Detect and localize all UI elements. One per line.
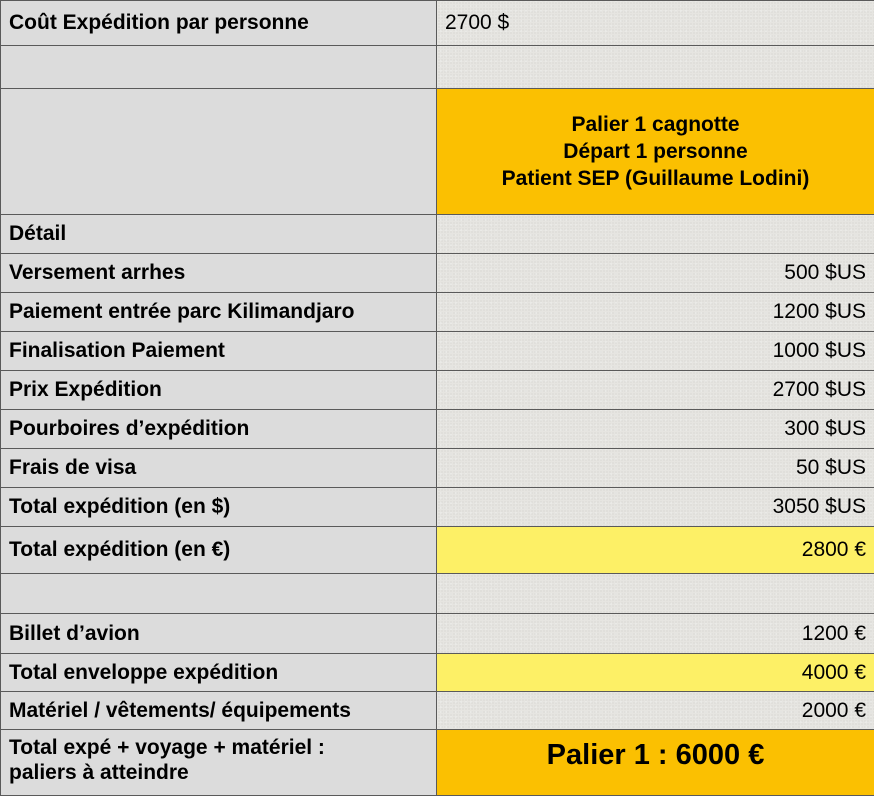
cell-label-total-eur[interactable]: Total expédition (en €)	[1, 527, 437, 574]
row-materiel	[1, 692, 874, 730]
row-cout-expedition	[1, 1, 874, 46]
cell-value-materiel[interactable]: 2000 €	[437, 692, 874, 730]
row-total-usd	[1, 488, 874, 527]
cell-label-arrhes[interactable]: Versement arrhes	[1, 254, 437, 293]
cell-label-final[interactable]	[1, 730, 437, 796]
palier-header-line-2: Départ 1 personne	[563, 140, 748, 163]
cell-label-total-usd[interactable]: Total expédition (en $)	[1, 488, 437, 527]
palier-header-line-1: Palier 1 cagnotte	[571, 113, 740, 136]
cell-label-enveloppe[interactable]: Total enveloppe expédition	[1, 654, 437, 692]
cell-value-billet[interactable]: 1200 €	[437, 614, 874, 654]
cell-label-cout-expedition[interactable]: Coût Expédition par personne	[1, 1, 437, 46]
cell-value-cout-expedition[interactable]: 2700 $	[437, 1, 874, 46]
cell-label-pourboires[interactable]: Pourboires d’expédition	[1, 410, 437, 449]
row-pourboires	[1, 410, 874, 449]
row-empty-2	[1, 574, 874, 614]
cell-label-prix[interactable]: Prix Expédition	[1, 371, 437, 410]
cell-value-empty-2[interactable]	[437, 574, 874, 614]
cell-value-detail[interactable]	[437, 215, 874, 254]
row-detail	[1, 215, 874, 254]
cell-value-prix[interactable]: 2700 $US	[437, 371, 874, 410]
cell-value-enveloppe[interactable]: 4000 €	[437, 654, 874, 692]
final-label-line-2: paliers à atteindre	[9, 761, 189, 784]
cell-value-arrhes[interactable]: 500 $US	[437, 254, 874, 293]
cell-label-billet[interactable]: Billet d’avion	[1, 614, 437, 654]
row-palier-header	[1, 89, 874, 215]
row-final	[1, 730, 874, 796]
cell-label-finalisation[interactable]: Finalisation Paiement	[1, 332, 437, 371]
cell-value-total-usd[interactable]: 3050 $US	[437, 488, 874, 527]
cell-label-empty-2[interactable]	[1, 574, 437, 614]
palier-header-line-3: Patient SEP (Guillaume Lodini)	[501, 167, 810, 190]
cell-label-empty-1[interactable]	[1, 46, 437, 89]
row-visa	[1, 449, 874, 488]
cell-label-detail[interactable]: Détail	[1, 215, 437, 254]
cell-value-final[interactable]: Palier 1 : 6000 €	[437, 730, 874, 796]
cell-value-empty-1[interactable]	[437, 46, 874, 89]
cell-label-parc[interactable]: Paiement entrée parc Kilimandjaro	[1, 293, 437, 332]
row-finalisation	[1, 332, 874, 371]
row-arrhes	[1, 254, 874, 293]
row-enveloppe	[1, 654, 874, 692]
cell-value-pourboires[interactable]: 300 $US	[437, 410, 874, 449]
row-parc	[1, 293, 874, 332]
row-total-eur	[1, 527, 874, 574]
row-billet	[1, 614, 874, 654]
cell-palier-header[interactable]	[437, 89, 874, 215]
cell-value-total-eur[interactable]: 2800 €	[437, 527, 874, 574]
cell-value-parc[interactable]: 1200 $US	[437, 293, 874, 332]
final-label-line-1: Total expé + voyage + matériel :	[9, 736, 325, 759]
cell-value-finalisation[interactable]: 1000 $US	[437, 332, 874, 371]
cell-label-materiel[interactable]: Matériel / vêtements/ équipements	[1, 692, 437, 730]
row-empty-1	[1, 46, 874, 89]
row-prix	[1, 371, 874, 410]
cell-label-palier-header[interactable]	[1, 89, 437, 215]
cell-label-visa[interactable]: Frais de visa	[1, 449, 437, 488]
cell-value-visa[interactable]: 50 $US	[437, 449, 874, 488]
